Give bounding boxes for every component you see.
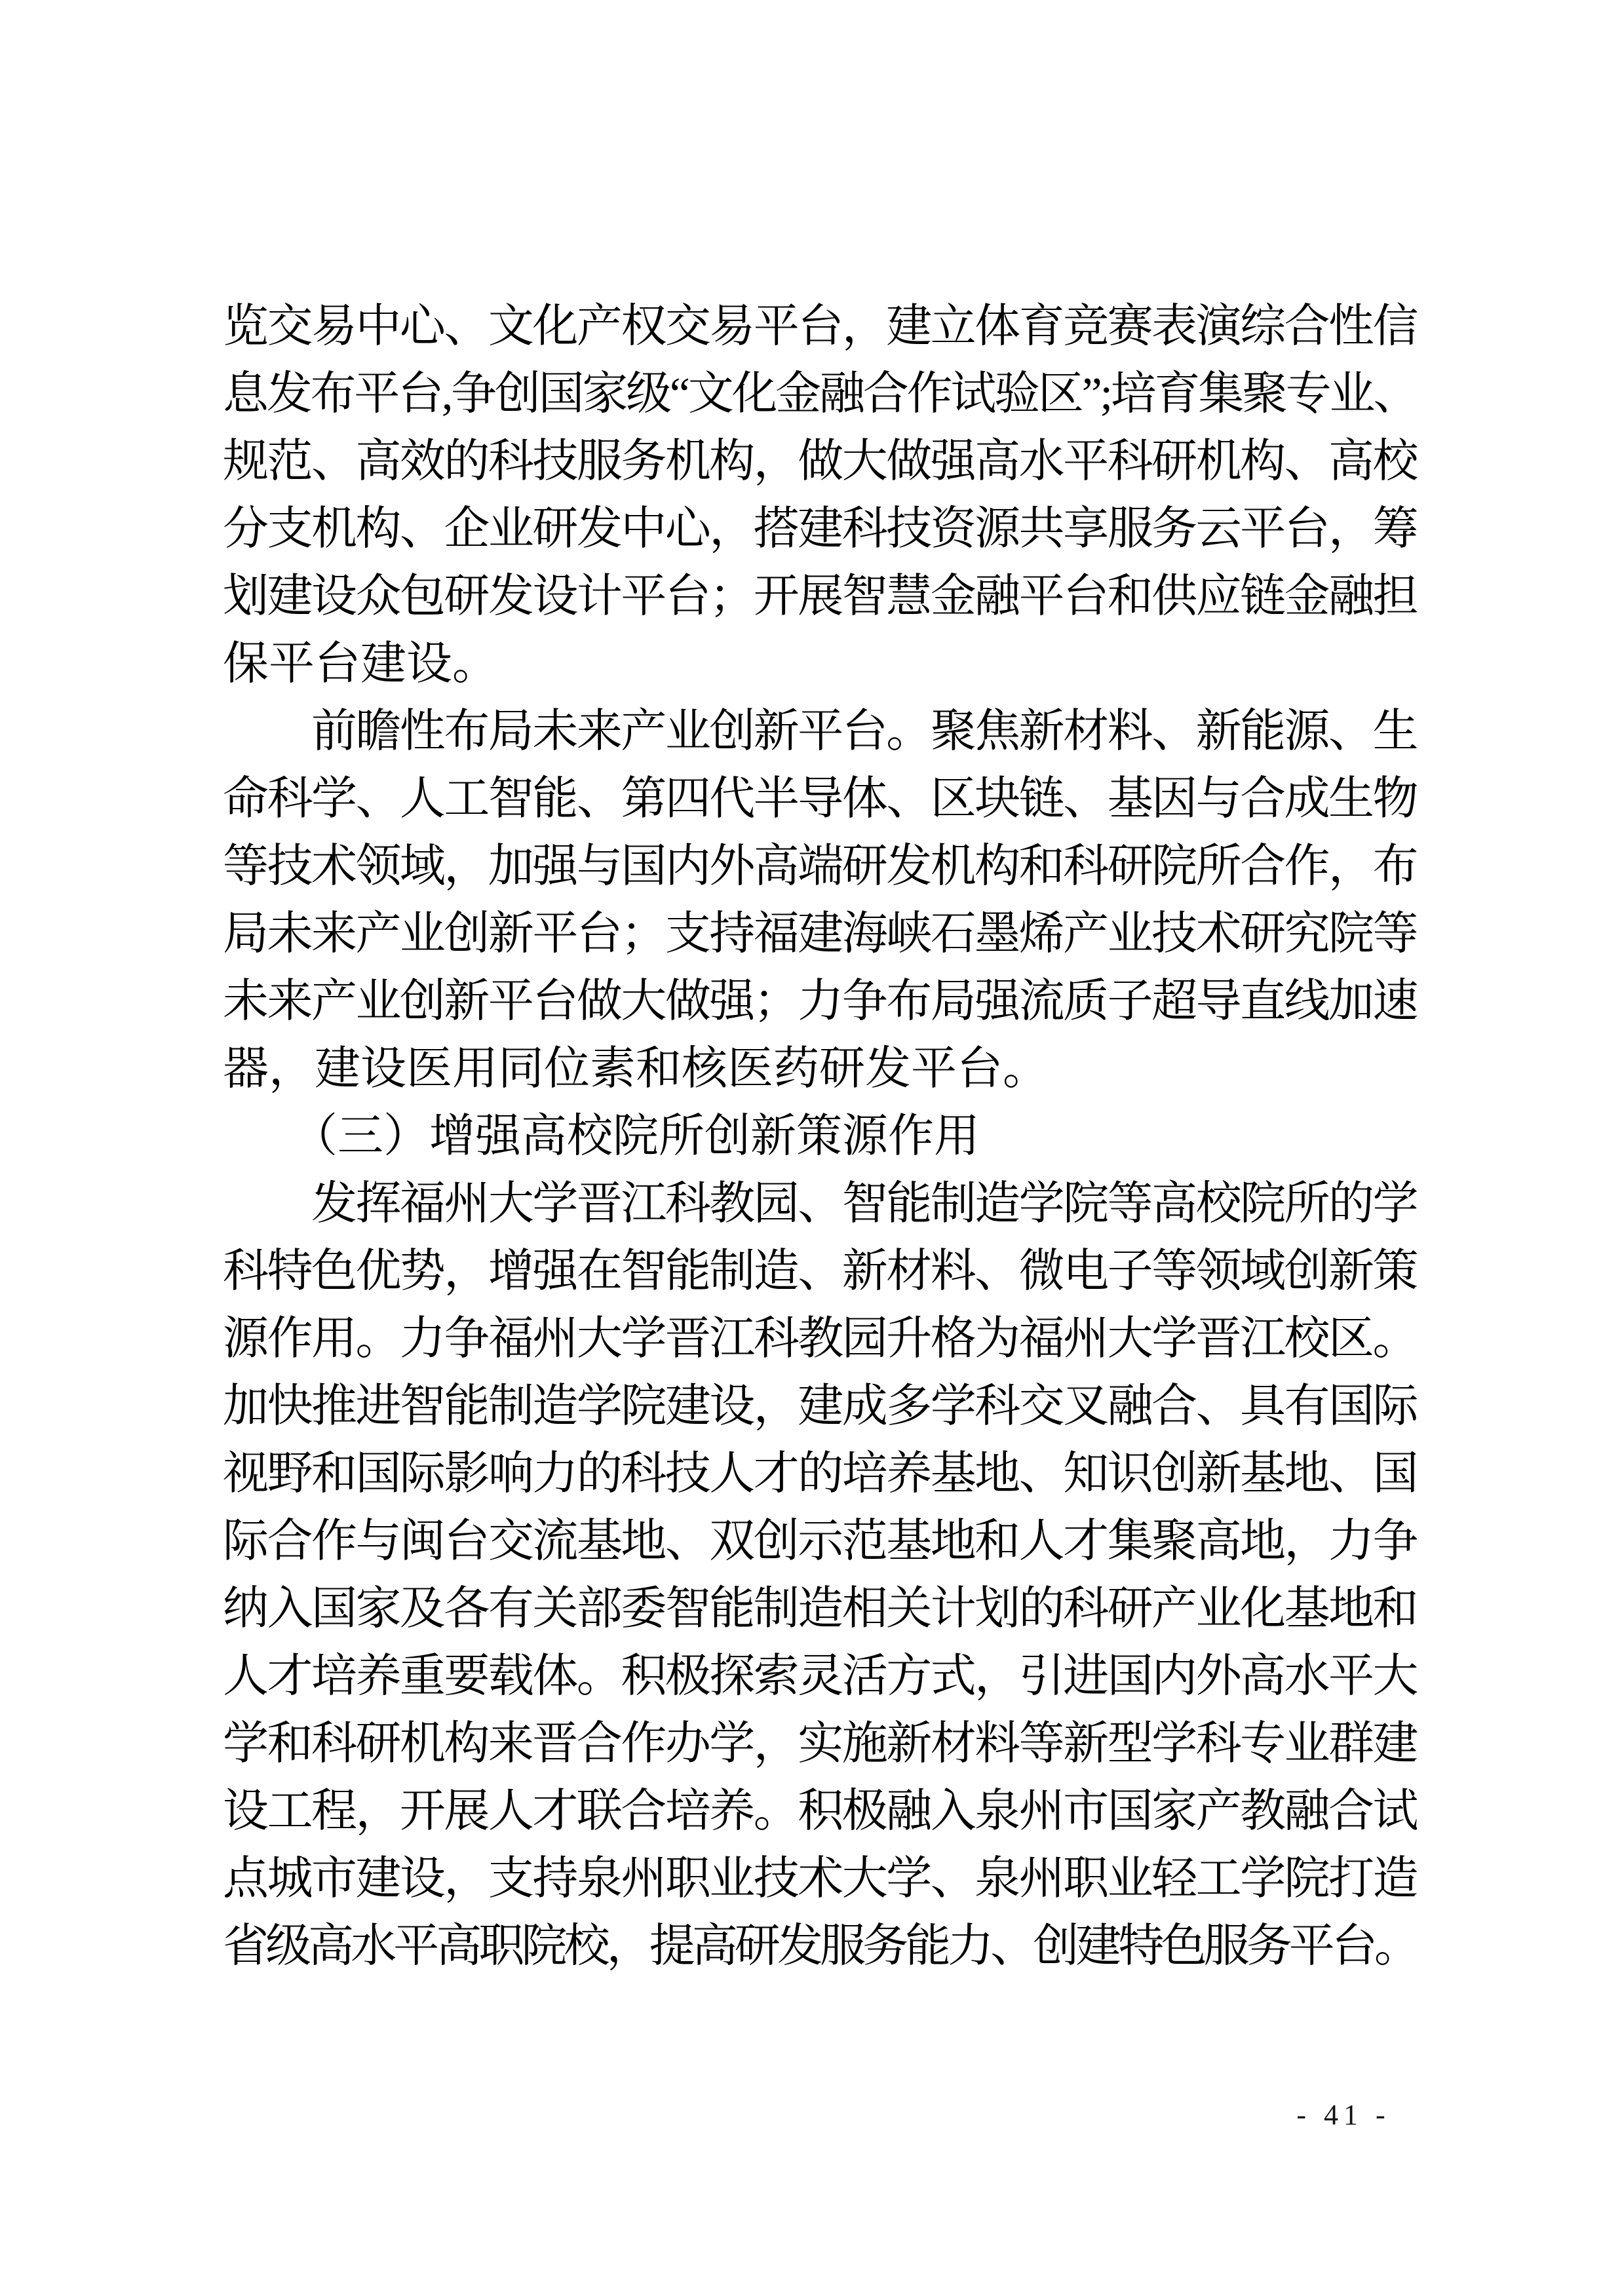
text-line: 保平台建设。 <box>223 639 498 689</box>
text-line: 视野和国际影响力的科技人才的培养基地、知识创新基地、国 <box>223 1449 1417 1499</box>
text-line: 际合作与闽台交流基地、双创示范基地和人才集聚高地，力争 <box>223 1516 1417 1567</box>
text-line: 加快推进智能制造学院建设，建成多学科交叉融合、具有国际 <box>223 1381 1417 1432</box>
text-line: 览交易中心、文化产权交易平台，建立体育竞赛表演综合性信 <box>223 301 1417 352</box>
text-line: 前瞻性布局未来产业创新平台。聚焦新材料、新能源、生 <box>223 706 1417 757</box>
text-line: 学和科研机构来晋合作办学，实施新材料等新型学科专业群建 <box>223 1719 1417 1769</box>
page-number: - 41 - <box>1296 2099 1391 2131</box>
text-line: 息发布平台,争创国家级“文化金融合作试验区”;培育集聚专业、 <box>223 369 1418 419</box>
text-line: 源作用。力争福州大学晋江科教园升格为福州大学晋江校区。 <box>223 1314 1417 1364</box>
text-line: 设工程，开展人才联合培养。积极融入泉州市国家产教融合试 <box>223 1786 1417 1837</box>
text-line: 等技术领域，加强与国内外高端研发机构和科研院所合作，布 <box>223 841 1417 892</box>
text-line: 科特色优势，增强在智能制造、新材料、微电子等领域创新策 <box>223 1246 1417 1297</box>
text-line: 点城市建设，支持泉州职业技术大学、泉州职业轻工学院打造 <box>223 1854 1417 1904</box>
text-line: 规范、高效的科技服务机构，做大做强高水平科研机构、高校 <box>223 436 1417 487</box>
text-line: 器，建设医用同位素和核医药研发平台。 <box>223 1044 1049 1094</box>
text-line: 省级高水平高职院校，提高研发服务能力、创建特色服务平台。 <box>223 1921 1417 1972</box>
section-heading: （三）增强高校院所创新策源作用 <box>223 1111 980 1162</box>
text-line: 局未来产业创新平台；支持福建海峡石墨烯产业技术研究院等 <box>223 909 1417 959</box>
text-line: 纳入国家及各有关部委智能制造相关计划的科研产业化基地和 <box>223 1584 1417 1634</box>
text-line: 划建设众包研发设计平台；开展智慧金融平台和供应链金融担 <box>223 571 1417 622</box>
text-line: 分支机构、企业研发中心，搭建科技资源共享服务云平台，筹 <box>223 504 1417 554</box>
text-line: 发挥福州大学晋江科教园、智能制造学院等高校院所的学 <box>223 1179 1417 1229</box>
text-line: 未来产业创新平台做大做强；力争布局强流质子超导直线加速 <box>223 976 1417 1027</box>
text-line: 人才培养重要载体。积极探索灵活方式，引进国内外高水平大 <box>223 1651 1417 1702</box>
body-text <box>223 293 1417 1980</box>
text-line: 命科学、人工智能、第四代半导体、区块链、基因与合成生物 <box>223 774 1417 824</box>
